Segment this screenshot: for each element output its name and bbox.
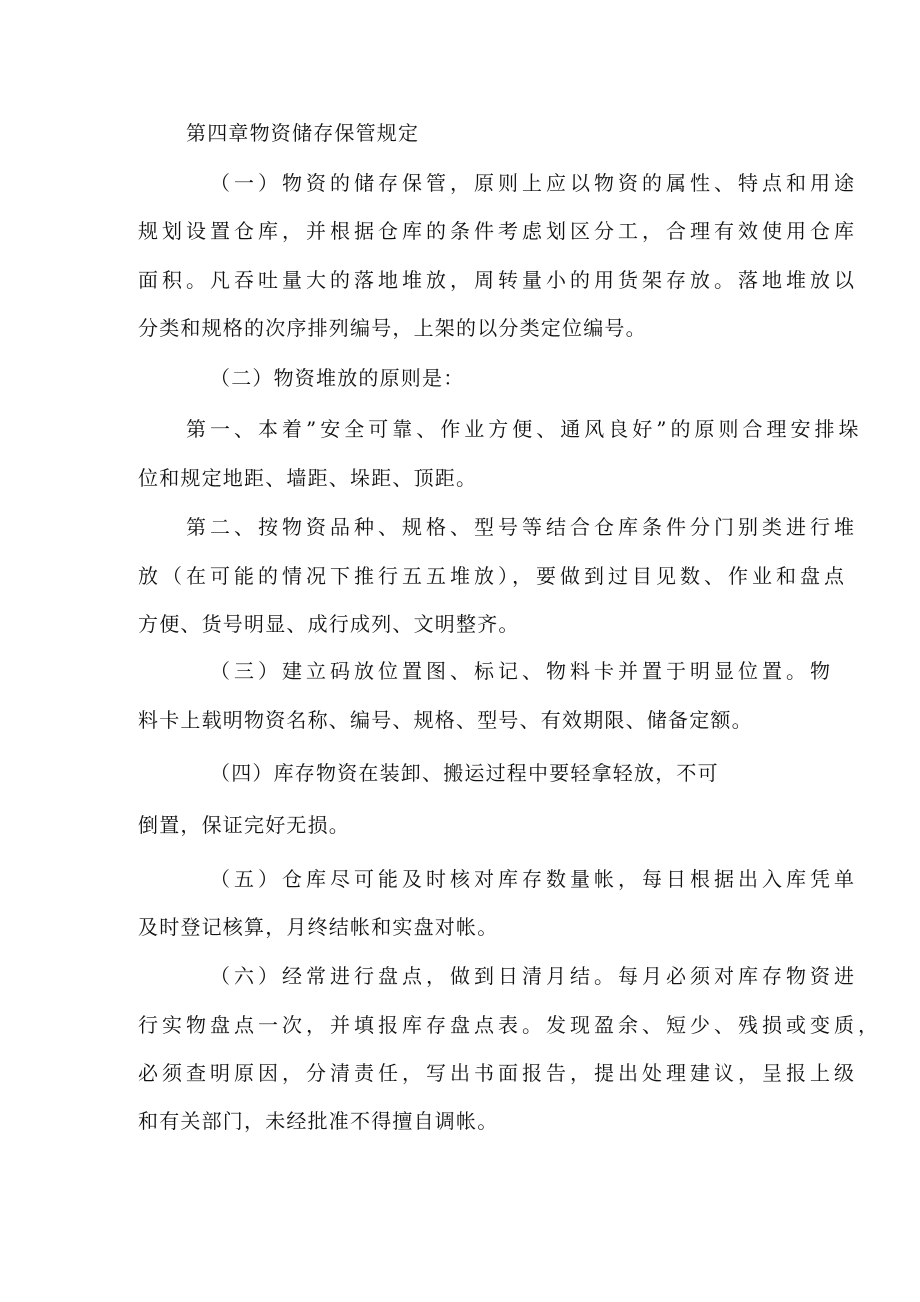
paragraph-7-line-2: 及时登记核算，月终结帐和实盘对帐。	[138, 915, 499, 939]
paragraph-8-line-1: （六）经常进行盘点，做到日清月结。每月必须对库存物资进	[210, 964, 858, 988]
paragraph-1-line-1: （一）物资的储存保管，原则上应以物资的属性、特点和用途	[210, 171, 858, 195]
paragraph-1-line-3: 面积。凡吞吐量大的落地堆放，周转量小的用货架存放。落地堆放以	[138, 268, 858, 292]
paragraph-8-line-2: 行实物盘点一次，并填报库存盘点表。发现盈余、短少、残损或变质，	[138, 1013, 882, 1037]
paragraph-3-line-2: 位和规定地距、墙距、垛距、顶距。	[138, 466, 478, 490]
paragraph-1-line-2: 规划设置仓库，并根据仓库的条件考虑划区分工，合理有效使用仓库	[138, 219, 858, 243]
paragraph-8-line-4: 和有关部门，未经批准不得擅自调帐。	[138, 1109, 499, 1133]
paragraph-3-line-1: 第一、本着”安全可靠、作业方便、通风良好”的原则合理安排垛	[186, 417, 863, 441]
paragraph-1-line-4: 分类和规格的次序排列编号，上架的以分类定位编号。	[138, 316, 647, 340]
paragraph-2-line-1: （二）物资堆放的原则是：	[210, 366, 465, 390]
document-title: 第四章物资储存保管规定	[186, 121, 420, 145]
paragraph-4-line-1: 第二、按物资品种、规格、型号等结合仓库条件分门别类进行堆	[186, 515, 858, 539]
paragraph-7-line-1: （五）仓库尽可能及时核对库存数量帐，每日根据出入库凭单	[210, 867, 858, 891]
paragraph-6-line-1: （四）库存物资在装卸、搬运过程中要轻拿轻放，不可	[210, 761, 719, 785]
paragraph-4-line-3: 方便、货号明显、成行成列、文明整齐。	[138, 612, 520, 636]
paragraph-4-line-2: 放（在可能的情况下推行五五堆放），要做到过目见数、作业和盘点	[138, 564, 848, 588]
paragraph-6-line-2: 倒置，保证完好无损。	[138, 813, 350, 837]
paragraph-5-line-2: 料卡上载明物资名称、编号、规格、型号、有效期限、储备定额。	[138, 708, 753, 732]
paragraph-8-line-3: 必须查明原因，分清责任，写出书面报告，提出处理建议，呈报上级	[138, 1061, 858, 1085]
paragraph-5-line-1: （三）建立码放位置图、标记、物料卡并置于明显位置。物	[210, 659, 834, 683]
